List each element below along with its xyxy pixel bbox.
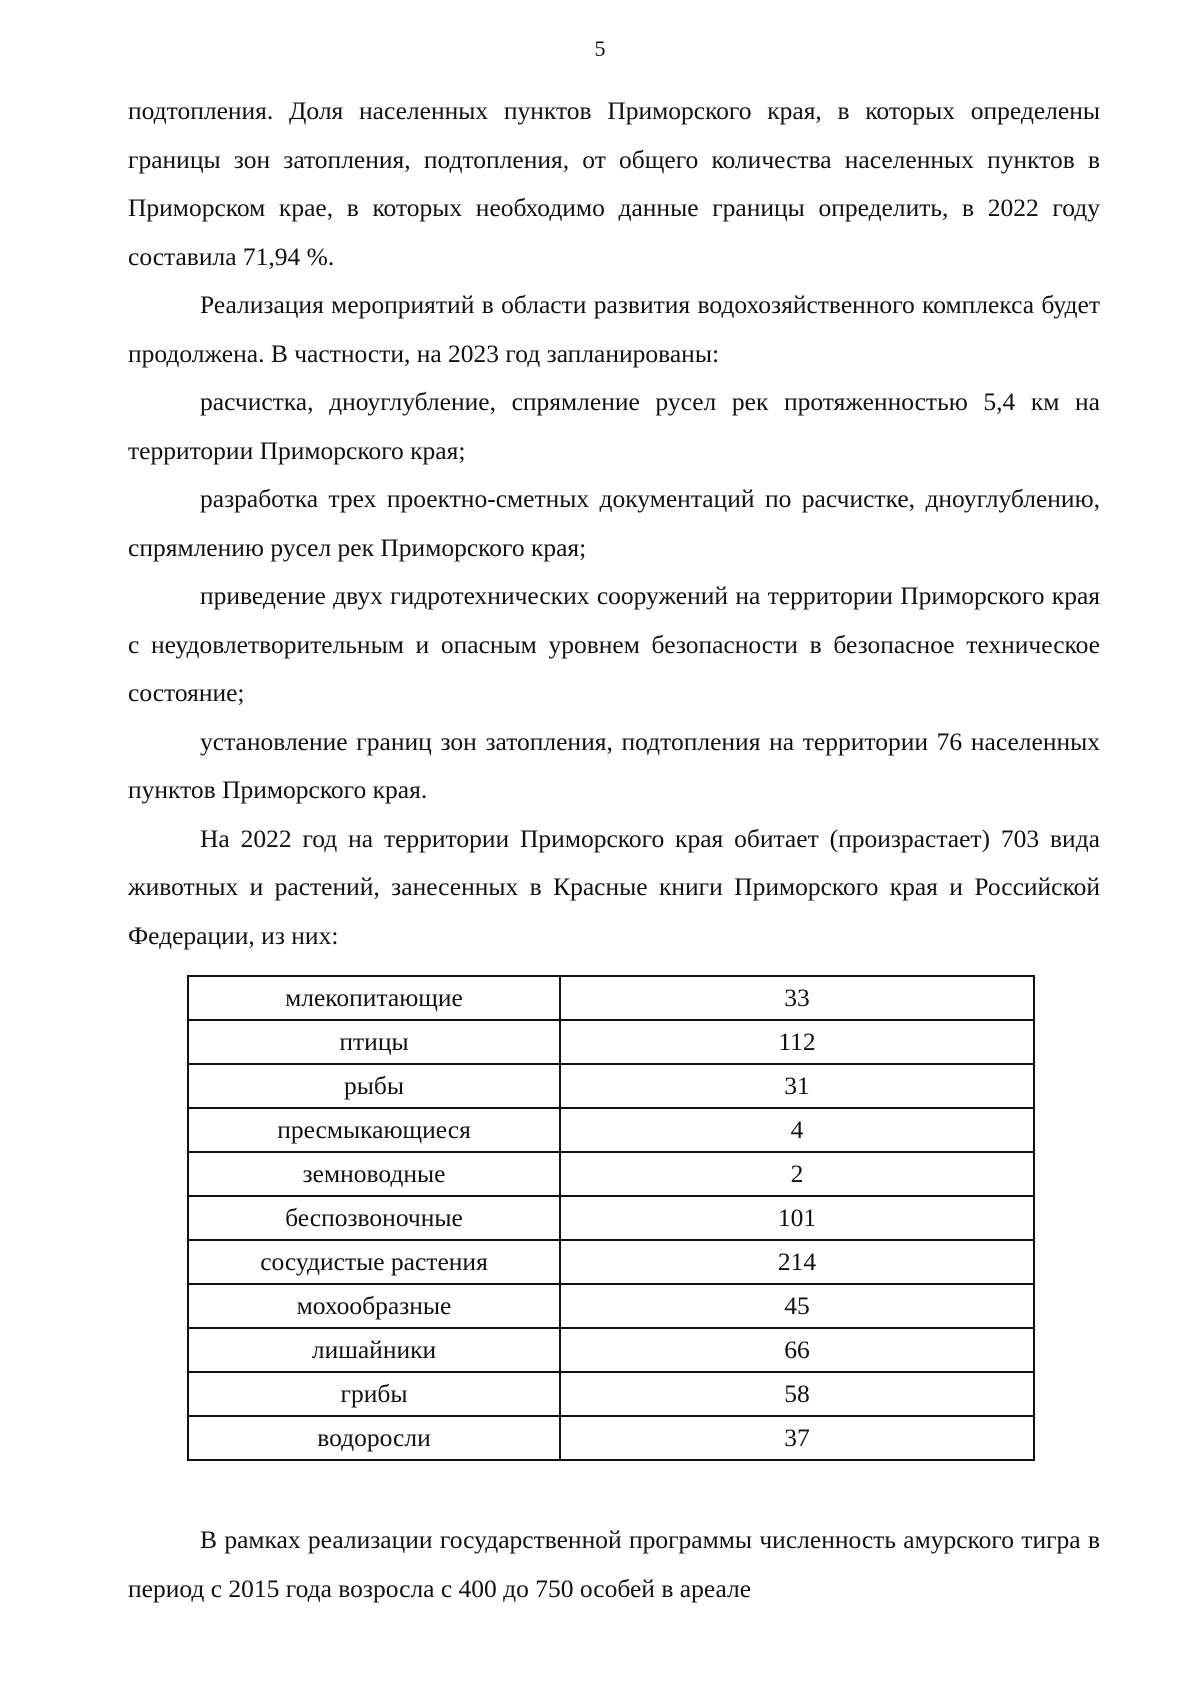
species-count-cell: 33 bbox=[560, 976, 1034, 1020]
page-number: 5 bbox=[594, 36, 606, 61]
species-count-cell: 112 bbox=[560, 1020, 1034, 1064]
species-count-cell: 4 bbox=[560, 1108, 1034, 1152]
table-row bbox=[188, 1416, 1034, 1460]
species-group-cell: пресмыкающиеся bbox=[188, 1108, 560, 1152]
species-group-cell: млекопитающие bbox=[188, 976, 560, 1020]
paragraph-flood-zones: подтопления. Доля населенных пунктов Приморского края, в которых определены границы зон затопления, подтопления, от общего количества населенных пунктов в Приморском крае, в которых необходимо данные границы определить, в 2022 году составила 71,94 %. bbox=[128, 96, 1100, 271]
species-group-cell: мохообразные bbox=[188, 1284, 560, 1328]
body-text-bottom bbox=[128, 1516, 1100, 1613]
species-table bbox=[187, 975, 1035, 1461]
table-row bbox=[188, 1064, 1034, 1108]
table-row bbox=[188, 1240, 1034, 1284]
species-count-cell: 66 bbox=[560, 1328, 1034, 1372]
table-row bbox=[188, 1108, 1034, 1152]
species-group-cell: птицы bbox=[188, 1020, 560, 1064]
paragraph-design-documents: разработка трех проектно-сметных документаций по расчистке, дноуглублению, спрямлению русел рек Приморского края; bbox=[128, 484, 1100, 562]
table-row bbox=[188, 1196, 1034, 1240]
species-group-cell: сосудистые растения bbox=[188, 1240, 560, 1284]
species-count-cell: 45 bbox=[560, 1284, 1034, 1328]
body-text-top bbox=[128, 87, 1100, 960]
table-row bbox=[188, 1328, 1034, 1372]
table-row bbox=[188, 1020, 1034, 1064]
species-group-cell: земноводные bbox=[188, 1152, 560, 1196]
species-group-cell: беспозвоночные bbox=[188, 1196, 560, 1240]
species-count-cell: 31 bbox=[560, 1064, 1034, 1108]
table-row bbox=[188, 1152, 1034, 1196]
species-group-cell: рыбы bbox=[188, 1064, 560, 1108]
paragraph-hydraulic-structures: приведение двух гидротехнических сооружений на территории Приморского края с неудовлетворительным и опасным уровнем безопасности в безопасное техническое состояние; bbox=[128, 581, 1100, 707]
paragraph-water-complex: Реализация мероприятий в области развития водохозяйственного комплекса будет продолжена. В частности, на 2023 год запланированы: bbox=[128, 290, 1100, 368]
species-group-cell: грибы bbox=[188, 1372, 560, 1416]
species-group-cell: лишайники bbox=[188, 1328, 560, 1372]
paragraph-zone-boundaries: установление границ зон затопления, подтопления на территории 76 населенных пунктов Приморского края. bbox=[128, 726, 1100, 804]
paragraph-river-clearing: расчистка, дноуглубление, спрямление русел рек протяженностью 5,4 км на территории Приморского края; bbox=[128, 387, 1100, 465]
species-group-cell: водоросли bbox=[188, 1416, 560, 1460]
paragraph-amur-tiger: В рамках реализации государственной программы численность амурского тигра в период с 2015 года возросла с 400 до 750 особей в ареале bbox=[128, 1525, 1100, 1603]
species-count-cell: 101 bbox=[560, 1196, 1034, 1240]
species-count-cell: 58 bbox=[560, 1372, 1034, 1416]
species-count-cell: 37 bbox=[560, 1416, 1034, 1460]
table-row bbox=[188, 1284, 1034, 1328]
species-count-cell: 2 bbox=[560, 1152, 1034, 1196]
table-row bbox=[188, 1372, 1034, 1416]
paragraph-red-book: На 2022 год на территории Приморского края обитает (произрастает) 703 вида животных и растений, занесенных в Красные книги Приморского края и Российской Федерации, из них: bbox=[128, 823, 1100, 950]
species-count-cell: 214 bbox=[560, 1240, 1034, 1284]
table-row bbox=[188, 976, 1034, 1020]
